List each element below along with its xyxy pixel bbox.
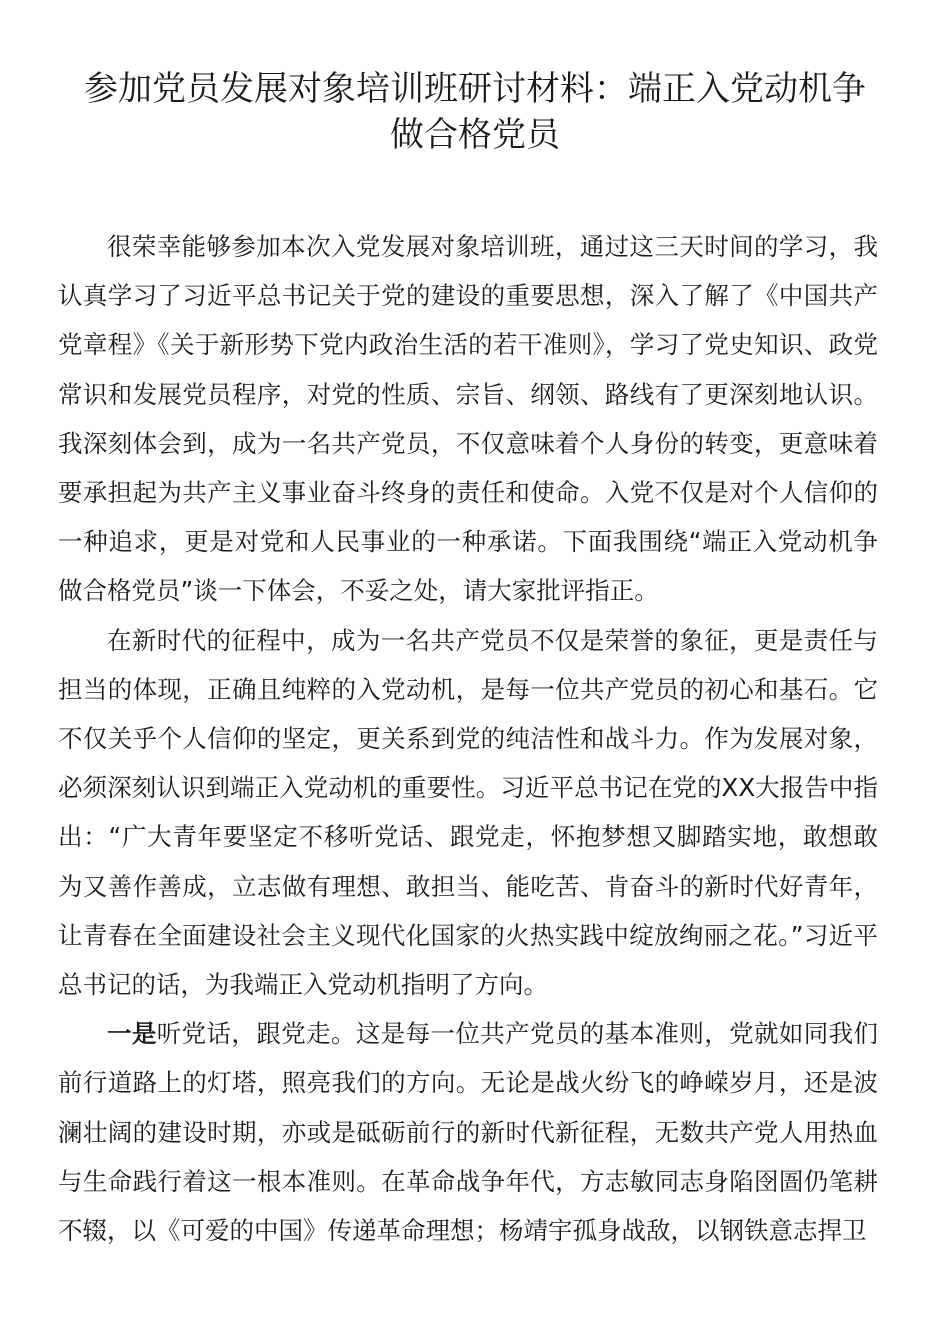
document-title [40,66,910,158]
point-one-text: 听党话，跟党走。这是每一位共产党员的基本准则，党就如同我们前行道路上的灯塔，照亮我们的方向。无论是战火纷飞的峥嵘岁月，还是波澜壮阔的建设时期，亦或是砥砺前行的新时代新征程，无数共产党人用热血与生命践行着这一根本准则。在革命战争年代，方志敏同志身陷囹圄仍笔耕不辍，以《可爱的中国》传递革命理想；杨靖宇孤身战敌，以钢铁意志捍卫 [58,1019,879,1246]
title-line-1: 参加党员发展对象培训班研讨材料：端正入党动机争 [84,69,866,109]
paragraph-motivation: 在新时代的征程中，成为一名共产党员不仅是荣誉的象征，更是责任与担当的体现，正确且纯粹的入党动机，是每一位共产党员的初心和基石。它不仅关乎个人信仰的坚定，更关系到党的纯洁性和战斗力。作为发展对象，必须深刻认识到端正入党动机的重要性。习近平总书记在党的XX大报告中指出：“广大青年要坚定不移听党话、跟党走，怀抱梦想又脚踏实地，敢想敢为又善作善成，立志做有理想、敢担当、能吃苦、肯奋斗的新时代好青年，让青春在全面建设社会主义现代化国家的火热实践中绽放绚丽之花。”习近平总书记的话，为我端正入党动机指明了方向。 [58,625,878,1000]
point-one-lead: 一是 [107,1019,157,1049]
paragraph-intro: 很荣幸能够参加本次入党发展对象培训班，通过这三天时间的学习，我认真学习了习近平总书记关于党的建设的重要思想，深入了解了《中国共产党章程》《关于新形势下党内政治生活的若干准则》，学习了党史知识、政党常识和发展党员程序，对党的性质、宗旨、纲领、路线有了更深刻地认识。我深刻体会到，成为一名共产党员，不仅意味着个人身份的转变，更意味着要承担起为共产主义事业奋斗终身的责任和使命。入党不仅是对个人信仰的一种追求，更是对党和人民事业的一种承诺。下面我围绕“端正入党动机争做合格党员”谈一下体会，不妥之处，请大家批评指正。 [58,232,878,606]
document-body [58,222,878,1255]
title-line-2: 做合格党员 [390,115,560,155]
paragraph-point-one [58,1009,878,1255]
